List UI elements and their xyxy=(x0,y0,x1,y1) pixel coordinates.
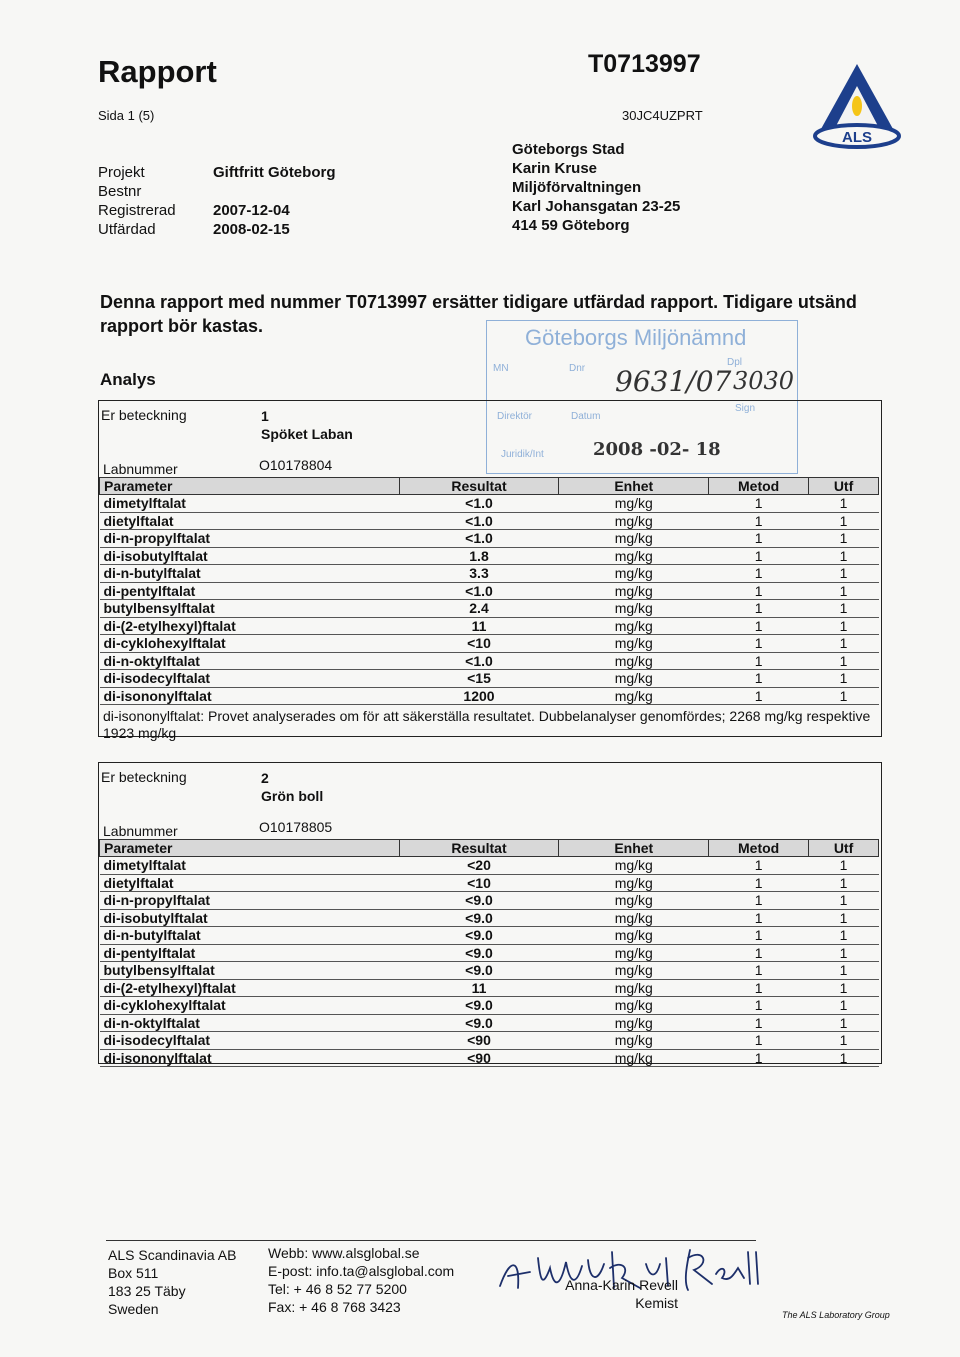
col-utf: Utf xyxy=(809,840,879,857)
col-utf: Utf xyxy=(809,478,879,495)
table-cell: mg/kg xyxy=(559,997,709,1015)
table-cell: mg/kg xyxy=(559,909,709,927)
stamp-juridik: Juridik/Int xyxy=(501,449,544,460)
table-cell: <1.0 xyxy=(399,512,559,530)
col-unit: Enhet xyxy=(559,478,709,495)
stamp-dpl-value: 3030 xyxy=(733,367,795,395)
table-cell: <9.0 xyxy=(399,892,559,910)
table-cell: <1.0 xyxy=(399,652,559,670)
table-cell: mg/kg xyxy=(559,962,709,980)
table-cell: mg/kg xyxy=(559,495,709,513)
table-cell: mg/kg xyxy=(559,979,709,997)
table-row xyxy=(100,1032,879,1050)
stamp-datum: Datum xyxy=(571,411,601,422)
beteckning-label: Er beteckning xyxy=(101,407,187,423)
table-cell: mg/kg xyxy=(559,512,709,530)
table-cell: 1 xyxy=(709,979,809,997)
table-row xyxy=(100,1014,879,1032)
company-address: ALS Scandinavia AB Box 511 183 25 Täby Sweden xyxy=(108,1247,237,1317)
table-cell: <15 xyxy=(399,670,559,688)
table-cell: 3.3 xyxy=(399,565,559,583)
stamp-title: Göteborgs Miljönämnd xyxy=(525,325,747,350)
table-row xyxy=(100,857,879,875)
table-row xyxy=(100,617,879,635)
table-cell: di-n-propylftalat xyxy=(100,892,400,910)
table-cell: mg/kg xyxy=(559,874,709,892)
table-cell: dimetylftalat xyxy=(100,495,400,513)
table-cell: dietylftalat xyxy=(100,874,400,892)
table-row xyxy=(100,565,879,583)
col-parameter: Parameter xyxy=(100,478,400,495)
meta-label: Bestnr xyxy=(98,183,142,200)
analys-heading: Analys xyxy=(100,370,156,389)
table-cell: mg/kg xyxy=(559,652,709,670)
table-cell: 1 xyxy=(709,670,809,688)
results-table-2 xyxy=(99,839,879,1067)
table-cell: 1 xyxy=(809,687,879,705)
labnummer-value: O10178805 xyxy=(259,819,333,835)
table-cell: <9.0 xyxy=(399,997,559,1015)
col-method: Metod xyxy=(709,478,809,495)
table-cell: <90 xyxy=(399,1049,559,1067)
table-cell: 1 xyxy=(809,857,879,875)
table-cell: di-isobutylftalat xyxy=(100,909,400,927)
company-contact: Webb: www.alsglobal.se E-post: info.ta@alsglobal.com Tel: + 46 8 52 77 5200 Fax: + 46 8 768 3423 xyxy=(268,1245,455,1315)
table-cell: mg/kg xyxy=(559,857,709,875)
labnummer-label: Labnummer xyxy=(103,823,178,839)
table-cell: 1 xyxy=(809,979,879,997)
table-cell: 1 xyxy=(809,1014,879,1032)
recipient-line: Göteborgs Stad xyxy=(512,141,625,158)
signer-role: Kemist xyxy=(635,1295,678,1311)
table-cell: 1 xyxy=(809,512,879,530)
table-cell: 1 xyxy=(809,617,879,635)
table-cell: 1 xyxy=(809,670,879,688)
recipient-line: Miljöförvaltningen xyxy=(512,179,642,196)
table-cell: 1 xyxy=(809,547,879,565)
logo-text: ALS xyxy=(842,129,872,146)
table-cell: <10 xyxy=(399,635,559,653)
stamp-dnr-value: 9631/07 xyxy=(615,365,732,398)
report-number: T0713997 xyxy=(588,50,701,78)
table-cell: di-n-oktylftalat xyxy=(100,1014,400,1032)
labnummer-value: O10178804 xyxy=(259,457,333,473)
table-cell: 1 xyxy=(709,874,809,892)
table-row xyxy=(100,635,879,653)
table-cell: <90 xyxy=(399,1032,559,1050)
table-cell: di-n-oktylftalat xyxy=(100,652,400,670)
table-cell: <9.0 xyxy=(399,1014,559,1032)
meta-value: Giftfritt Göteborg xyxy=(213,164,336,181)
page-indicator: Sida 1 (5) xyxy=(98,108,155,123)
table-row xyxy=(100,962,879,980)
table-cell: 1 xyxy=(809,997,879,1015)
table-cell: butylbensylftalat xyxy=(100,600,400,618)
table-cell: mg/kg xyxy=(559,1014,709,1032)
table-cell: 11 xyxy=(399,617,559,635)
results-table-1 xyxy=(99,477,879,705)
table-cell: 1200 xyxy=(399,687,559,705)
sample-section-1 xyxy=(98,400,882,741)
table-cell: 1 xyxy=(709,617,809,635)
table-cell: <9.0 xyxy=(399,944,559,962)
table-cell: 1 xyxy=(809,635,879,653)
table-row xyxy=(100,979,879,997)
table-cell: 1 xyxy=(709,927,809,945)
table-cell: di-pentylftalat xyxy=(100,944,400,962)
sample-id: 2 xyxy=(261,770,269,786)
table-row xyxy=(100,997,879,1015)
table-cell: mg/kg xyxy=(559,565,709,583)
table-cell: 1 xyxy=(709,962,809,980)
table-row xyxy=(100,530,879,548)
stamp-sign: Sign xyxy=(735,403,756,414)
table-row xyxy=(100,495,879,513)
table-cell: mg/kg xyxy=(559,687,709,705)
table-cell: 1 xyxy=(709,600,809,618)
table-row xyxy=(100,874,879,892)
table-cell: di-isodecylftalat xyxy=(100,1032,400,1050)
table-cell: mg/kg xyxy=(559,892,709,910)
table-cell: mg/kg xyxy=(559,1049,709,1067)
table-cell: <10 xyxy=(399,874,559,892)
table-cell: di-isononylftalat xyxy=(100,687,400,705)
beteckning-label: Er beteckning xyxy=(101,769,187,785)
table-cell: mg/kg xyxy=(559,530,709,548)
table-cell: 1 xyxy=(709,582,809,600)
table-cell: 1 xyxy=(709,909,809,927)
table-cell: 1 xyxy=(709,892,809,910)
table-row xyxy=(100,652,879,670)
col-result: Resultat xyxy=(399,478,559,495)
table-cell: 1 xyxy=(709,857,809,875)
table-row xyxy=(100,892,879,910)
table-cell: 1 xyxy=(809,565,879,583)
table-row xyxy=(100,909,879,927)
table-cell: mg/kg xyxy=(559,600,709,618)
table-cell: mg/kg xyxy=(559,582,709,600)
table-cell: 1 xyxy=(709,652,809,670)
table-cell: 1 xyxy=(809,530,879,548)
sample-note: di-isononylftalat: Provet analyserades om för att säkerställa resultatet. Dubbelanalyser genomfördes; 2268 mg/kg respektive 1923 mg/kg xyxy=(103,708,871,741)
table-row xyxy=(100,600,879,618)
table-cell: mg/kg xyxy=(559,1032,709,1050)
table-cell: mg/kg xyxy=(559,635,709,653)
table-row xyxy=(100,687,879,705)
table-cell: di-cyklohexylftalat xyxy=(100,635,400,653)
stamp-dpl-label: Dpl xyxy=(727,357,743,368)
meta-label: Registrerad xyxy=(98,202,176,219)
table-cell: <1.0 xyxy=(399,495,559,513)
table-cell: 1 xyxy=(709,944,809,962)
table-row xyxy=(100,927,879,945)
table-cell: 1 xyxy=(809,495,879,513)
table-cell: <1.0 xyxy=(399,582,559,600)
sample-name: Spöket Laban xyxy=(261,426,353,442)
table-cell: <9.0 xyxy=(399,909,559,927)
meta-label: Projekt xyxy=(98,164,145,181)
table-cell: 1 xyxy=(809,600,879,618)
table-cell: 1 xyxy=(709,687,809,705)
table-cell: 1 xyxy=(709,512,809,530)
table-cell: mg/kg xyxy=(559,547,709,565)
table-cell: 1 xyxy=(809,874,879,892)
table-row xyxy=(100,582,879,600)
table-cell: 1 xyxy=(709,530,809,548)
report-code: 30JC4UZPRT xyxy=(622,108,703,123)
table-cell: 1 xyxy=(709,1049,809,1067)
table-cell: di-(2-etylhexyl)ftalat xyxy=(100,979,400,997)
table-cell: 1 xyxy=(709,997,809,1015)
table-cell: <1.0 xyxy=(399,530,559,548)
col-result: Resultat xyxy=(399,840,559,857)
meta-value: 2008-02-15 xyxy=(213,221,290,238)
table-cell: <20 xyxy=(399,857,559,875)
table-cell: 1 xyxy=(709,565,809,583)
table-cell: mg/kg xyxy=(559,927,709,945)
table-cell: di-isononylftalat xyxy=(100,1049,400,1067)
table-cell: 1 xyxy=(709,1014,809,1032)
recipient-address xyxy=(512,140,680,235)
table-cell: <9.0 xyxy=(399,927,559,945)
col-unit: Enhet xyxy=(559,840,709,857)
table-cell: dimetylftalat xyxy=(100,857,400,875)
table-cell: di-pentylftalat xyxy=(100,582,400,600)
table-cell: di-isodecylftalat xyxy=(100,670,400,688)
meta-label: Utfärdad xyxy=(98,221,156,238)
group-tagline: The ALS Laboratory Group xyxy=(782,1310,890,1320)
table-cell: mg/kg xyxy=(559,670,709,688)
table-cell: di-n-butylftalat xyxy=(100,927,400,945)
recipient-line: 414 59 Göteborg xyxy=(512,217,630,234)
table-cell: 11 xyxy=(399,979,559,997)
table-cell: 1 xyxy=(809,1032,879,1050)
table-cell: butylbensylftalat xyxy=(100,962,400,980)
table-row xyxy=(100,944,879,962)
col-method: Metod xyxy=(709,840,809,857)
table-cell: 1 xyxy=(809,652,879,670)
labnummer-label: Labnummer xyxy=(103,461,178,477)
table-cell: mg/kg xyxy=(559,944,709,962)
table-cell: 1 xyxy=(809,892,879,910)
als-logo xyxy=(812,60,902,150)
table-cell: 1 xyxy=(809,927,879,945)
report-title: Rapport xyxy=(98,54,217,89)
table-cell: di-cyklohexylftalat xyxy=(100,997,400,1015)
recipient-line: Karl Johansgatan 23-25 xyxy=(512,198,681,215)
table-cell: di-isobutylftalat xyxy=(100,547,400,565)
stamp-direktor: Direktör xyxy=(497,411,533,422)
col-parameter: Parameter xyxy=(100,840,400,857)
table-cell: 1 xyxy=(809,962,879,980)
table-cell: dietylftalat xyxy=(100,512,400,530)
table-cell: 1 xyxy=(709,495,809,513)
table-cell: 1 xyxy=(709,635,809,653)
signer-name: Anna-Karin Revell xyxy=(565,1277,678,1293)
table-cell: <9.0 xyxy=(399,962,559,980)
table-cell: di-n-propylftalat xyxy=(100,530,400,548)
sample-section-2 xyxy=(98,762,882,1064)
recipient-line: Karin Kruse xyxy=(512,160,598,177)
table-row xyxy=(100,670,879,688)
replacement-notice: Denna rapport med nummer T0713997 ersätter tidigare utfärdad rapport. Tidigare utsänd rapport bör kastas. xyxy=(100,292,857,336)
project-meta xyxy=(98,163,335,239)
table-cell: 2.4 xyxy=(399,600,559,618)
table-cell: 1 xyxy=(809,582,879,600)
table-row xyxy=(100,512,879,530)
table-cell: 1 xyxy=(809,944,879,962)
table-cell: 1.8 xyxy=(399,547,559,565)
stamp-date: 2008 -02- 18 xyxy=(593,439,721,460)
table-cell: 1 xyxy=(709,547,809,565)
sample-name: Grön boll xyxy=(261,788,324,804)
signer-block xyxy=(560,1276,678,1312)
table-cell: 1 xyxy=(809,1049,879,1067)
table-cell: 1 xyxy=(809,909,879,927)
table-cell: mg/kg xyxy=(559,617,709,635)
table-row xyxy=(100,1049,879,1067)
table-cell: 1 xyxy=(709,1032,809,1050)
stamp-dnr-label: Dnr xyxy=(569,363,586,374)
table-cell: di-(2-etylhexyl)ftalat xyxy=(100,617,400,635)
meta-value: 2007-12-04 xyxy=(213,202,290,219)
table-row xyxy=(100,547,879,565)
table-cell: di-n-butylftalat xyxy=(100,565,400,583)
stamp-mn: MN xyxy=(493,363,509,374)
sample-id: 1 xyxy=(261,408,269,424)
